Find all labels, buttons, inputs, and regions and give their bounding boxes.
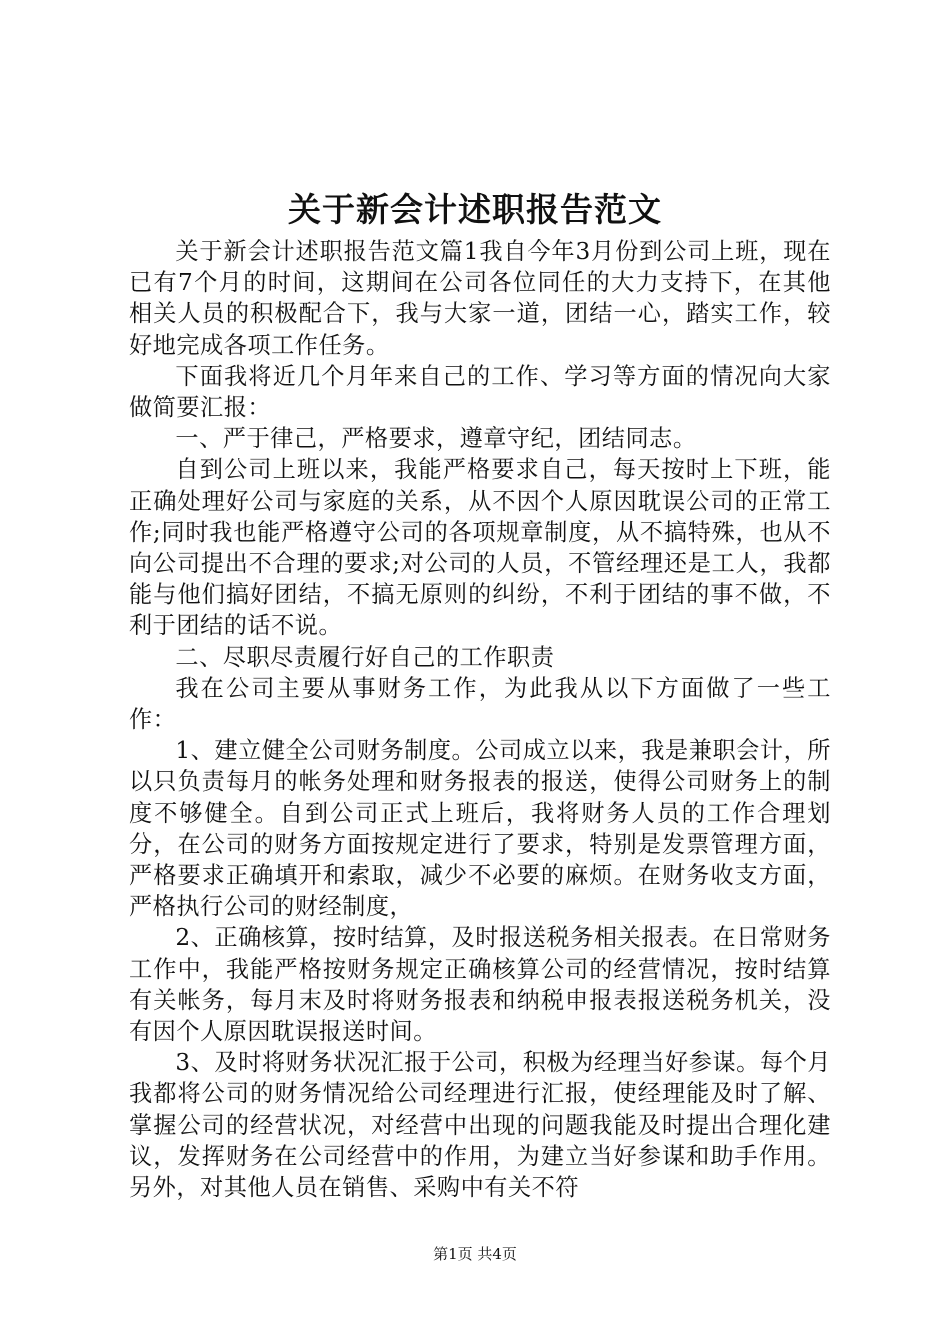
- paragraph-intro: 关于新会计述职报告范文篇1我自今年3月份到公司上班，现在已有7个月的时间，这期间在公司各位同任的大力支持下，在其他相关人员的积极配合下，我与大家一道，团结一心，踏实工作，较好地完成各项工作任务。: [129, 238, 831, 359]
- section-heading-duties: 二、尽职尽责履行好自己的工作职责: [175, 643, 555, 671]
- paragraph-item-1: 1、建立健全公司财务制度。公司成立以来，我是兼职会计，所以只负责每月的帐务处理和财务报表的报送，使得公司财务上的制度不够健全。自到公司正式上班后，我将财务人员的工作合理划分，在公司的财务方面按规定进行了要求，特别是发票管理方面，严格要求正确填开和索取，减少不必要的麻烦。在财务收支方面，严格执行公司的财经制度，: [129, 737, 831, 921]
- paragraph-discipline: 自到公司上班以来，我能严格要求自己，每天按时上下班，能正确处理好公司与家庭的关系，从不因个人原因耽误公司的正常工作;同时我也能严格遵守公司的各项规章制度，从不搞特殊，也从不向公司提出不合理的要求;对公司的人员，不管经理还是工人，我都能与他们搞好团结，不搞无原则的纠纷，不利于团结的事不做，不利于团结的话不说。: [129, 456, 831, 640]
- section-heading-discipline: 一、严于律己，严格要求，遵章守纪，团结同志。: [175, 425, 697, 453]
- document-body: [129, 236, 831, 1203]
- paragraph-item-2: 2、正确核算，按时结算，及时报送税务相关报表。在日常财务工作中，我能严格按财务规定正确核算公司的经营情况，按时结算有关帐务，每月末及时将财务报表和纳税申报表报送税务机关，没有因个人原因耽误报送时间。: [129, 924, 831, 1046]
- document-title: 关于新会计述职报告范文: [288, 190, 662, 229]
- paragraph-item-3: 3、及时将财务状况汇报于公司，积极为经理当好参谋。每个月我都将公司的财务情况给公司经理进行汇报，使经理能及时了解、掌握公司的经营状况，对经营中出现的问题我能及时提出合理化建议，发挥财务在公司经营中的作用，为建立当好参谋和助手作用。另外，对其他人员在销售、采购中有关不符: [129, 1049, 831, 1202]
- paragraph-duties-lead: 我在公司主要从事财务工作，为此我从以下方面做了一些工作：: [129, 674, 831, 734]
- page-number: 第1页 共4页: [433, 1245, 517, 1263]
- paragraph-summary-lead: 下面我将近几个月年来自己的工作、学习等方面的情况向大家做简要汇报：: [129, 362, 831, 422]
